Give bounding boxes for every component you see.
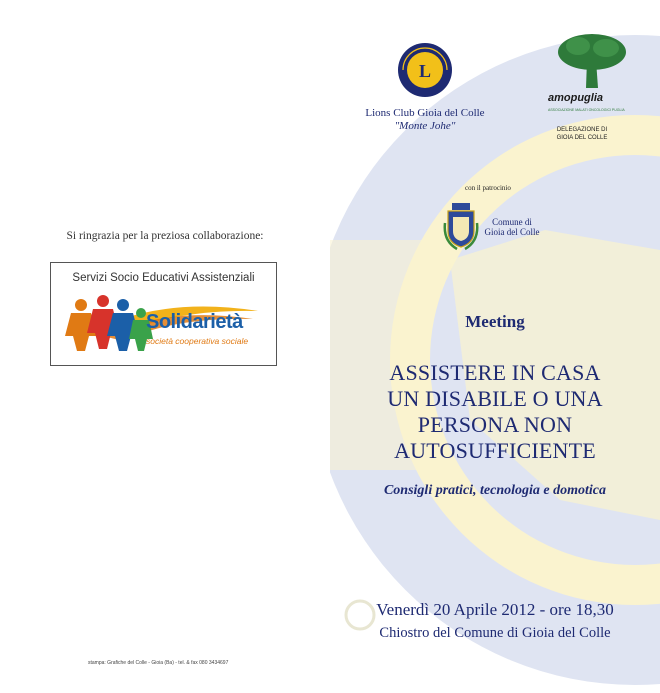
lions-club-logo-icon: [395, 40, 455, 102]
delegation-line-1: DELEGAZIONE DI: [556, 127, 608, 133]
patrocinio-label: con il patrocinio: [465, 184, 511, 192]
amopuglia-tagline: ASSOCIAZIONE MALATI ONCOLOGICI PUGLIA: [548, 108, 625, 112]
comune-line-1: Comune di: [492, 217, 532, 227]
partner-logo-tagline: società cooperativa sociale: [146, 336, 249, 346]
comune-crest-icon: [443, 201, 479, 253]
amopuglia-delegation: [552, 126, 612, 142]
partner-box: [50, 262, 277, 366]
title-line-1: ASSISTERE IN CASA: [389, 360, 601, 385]
right-panel: [330, 0, 660, 693]
club-name: [335, 107, 515, 133]
partner-logo-name: Solidarietà: [146, 311, 243, 333]
title-line-4: AUTOSUFFICIENTE: [394, 438, 596, 463]
svg-text:L: L: [418, 61, 432, 81]
title-line-2: UN DISABILE O UNA: [387, 386, 603, 411]
event-place: Chiostro del Comune di Gioia del Colle: [379, 625, 611, 641]
event-subtitle: Consigli pratici, tecnologia e domotica: [383, 483, 607, 498]
partner-service-label: Servizi Socio Educativi Assistenziali: [72, 272, 255, 284]
amopuglia-name: amopuglia: [548, 92, 604, 104]
comune-line-2: Gioia del Colle: [484, 227, 540, 237]
delegation-line-2: GIOIA DEL COLLE: [556, 135, 608, 141]
club-name-line: Lions Club Gioia del Colle: [365, 107, 485, 119]
meeting-label: Meeting: [465, 312, 525, 331]
comune-label: [482, 217, 542, 237]
lions-watermark-icon: [330, 0, 660, 693]
event-date: Venerdì 20 Aprile 2012 - ore 18,30: [376, 600, 614, 619]
thanks-text: Si ringrazia per la preziosa collaborazione:: [66, 230, 264, 242]
printer-credit: stampa: Grafiche del Colle - Gioia (Ba) - tel. & fax 080 3434697: [88, 660, 229, 666]
title-line-3: PERSONA NON: [417, 412, 573, 437]
club-subname: "Monte Johe": [394, 120, 456, 132]
amopuglia-tree-logo-icon: [552, 30, 632, 92]
